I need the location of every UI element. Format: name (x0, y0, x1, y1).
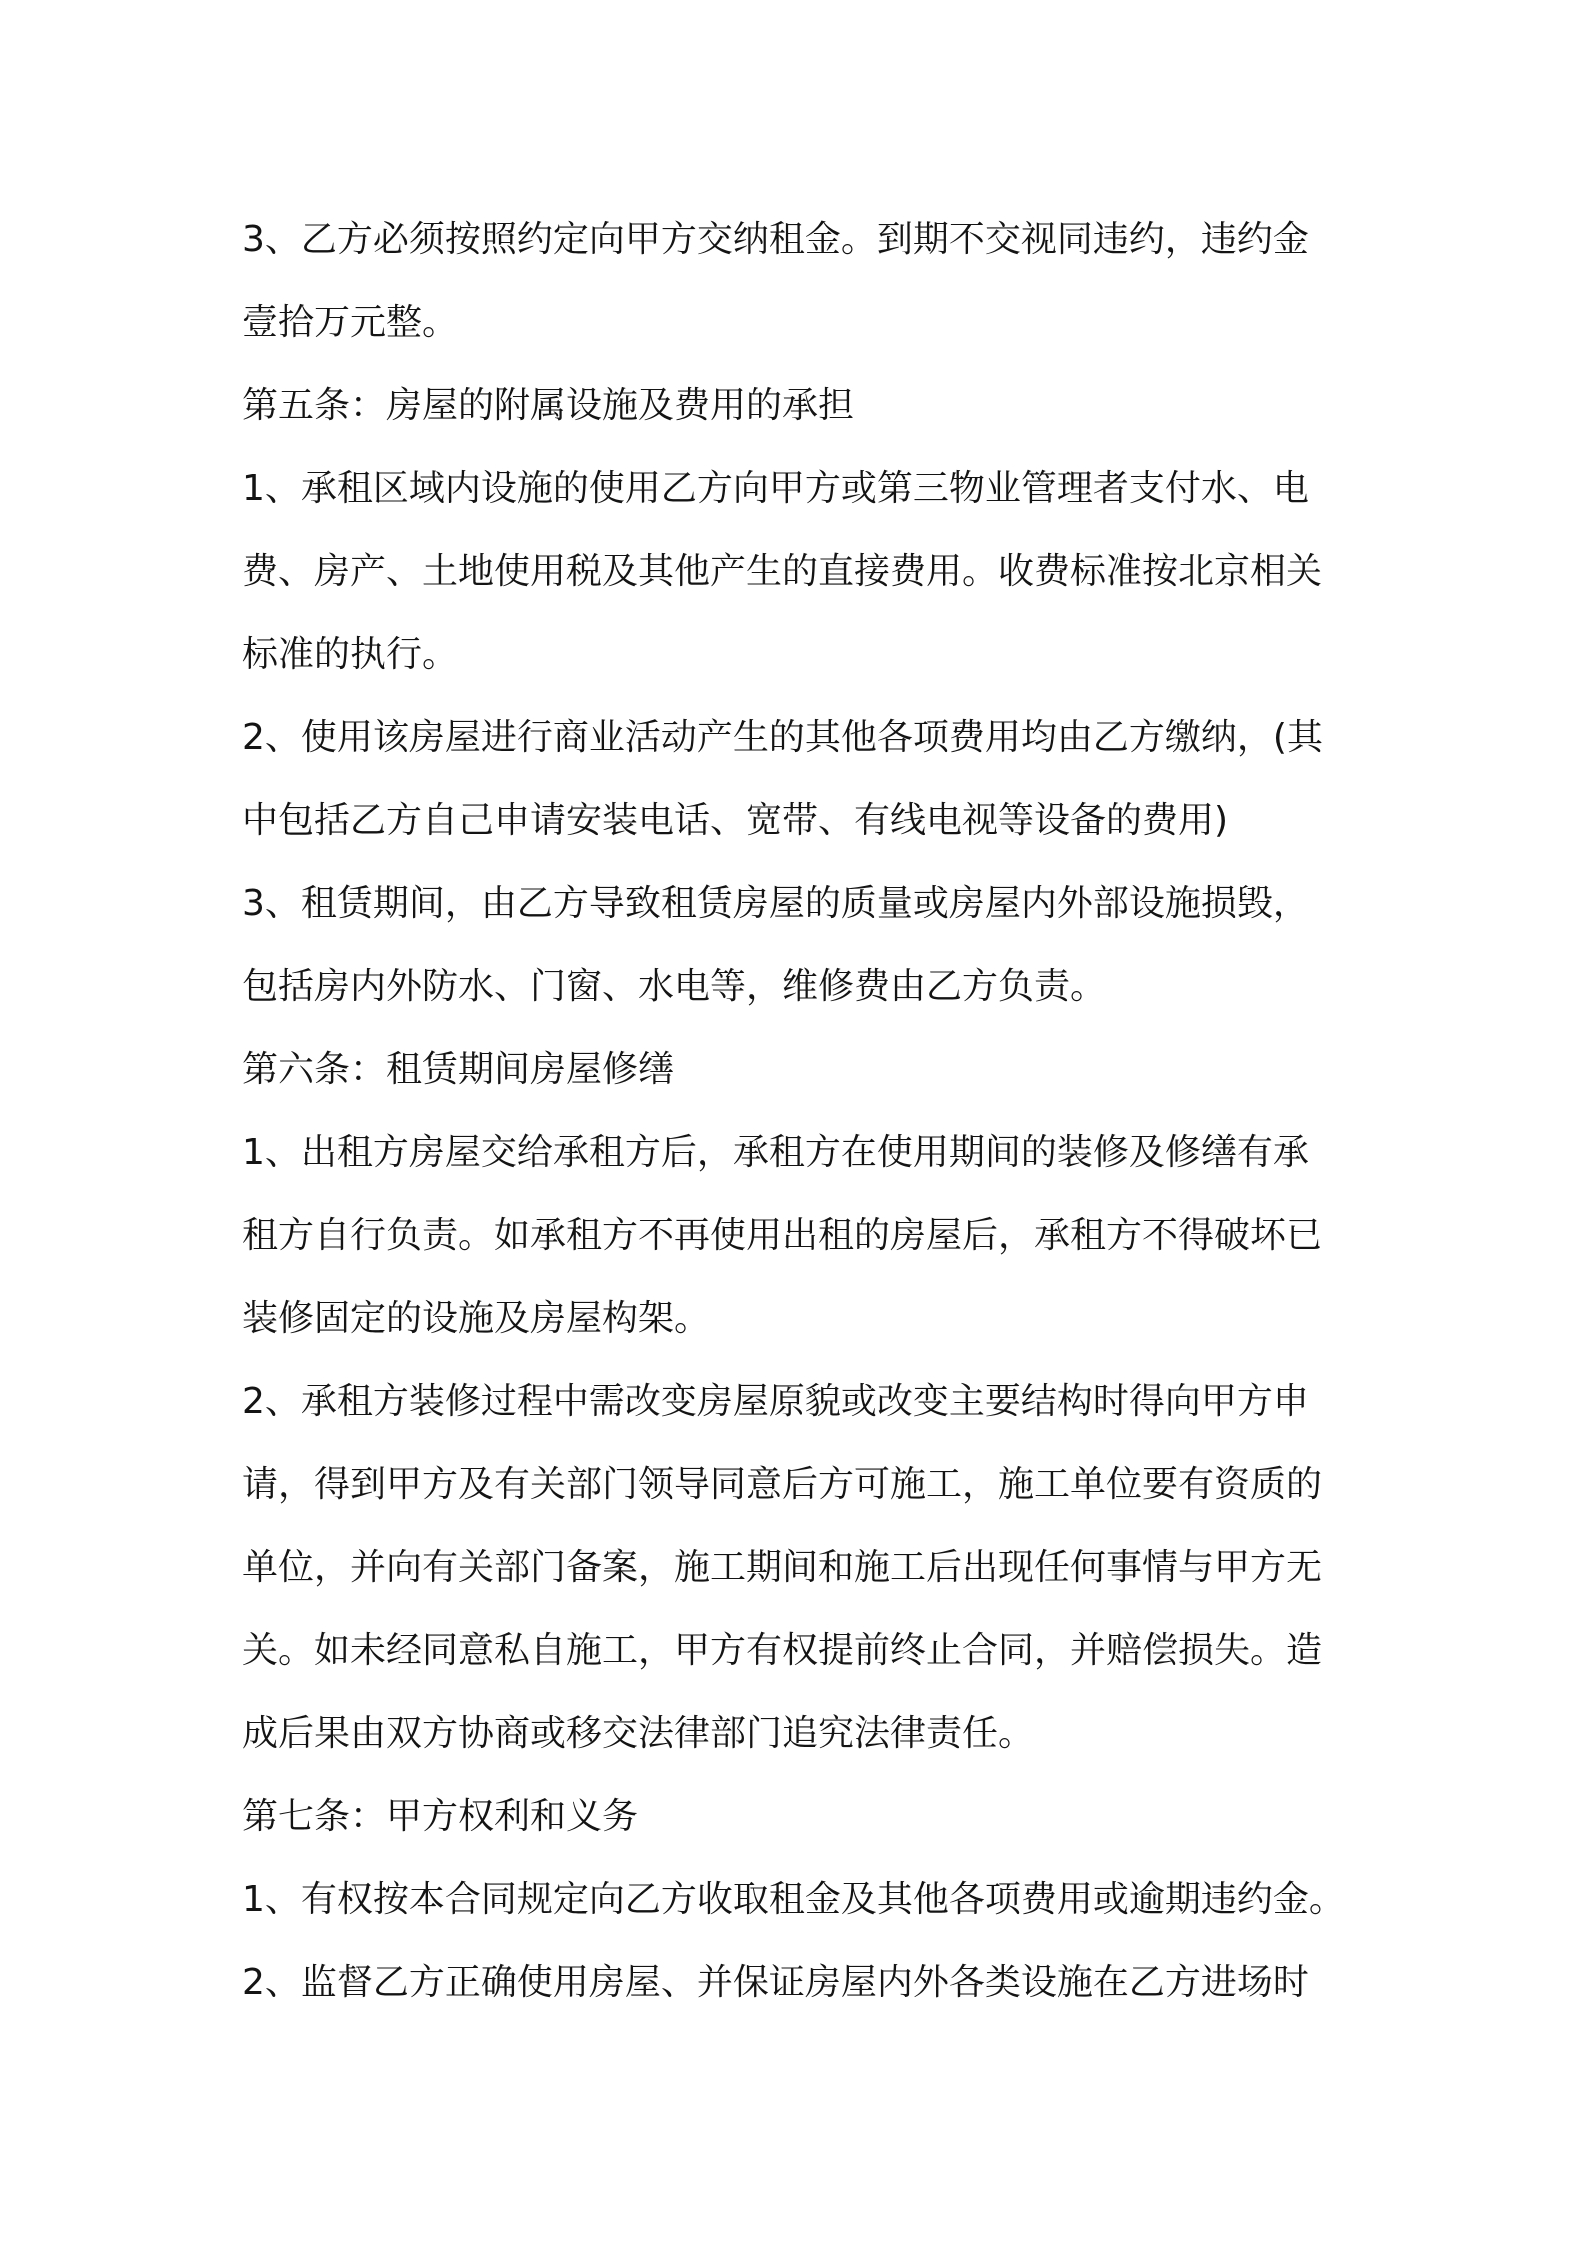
clause-6-item-1: 1、出租方房屋交给承租方后，承租方在使用期间的装修及修缮有承 租方自行负责。如承租方不再使用出租的房屋后，承租方不得破坏已 装修固定的设施及房屋构架。 (242, 1132, 1323, 1339)
article-7-heading: 第七条：甲方权利和义务 (242, 1796, 639, 1837)
clause-5-item-2: 2、使用该房屋进行商业活动产生的其他各项费用均由乙方缴纳，(其 中包括乙方自己申请安装电话、宽带、有线电视等设备的费用) (242, 717, 1323, 841)
clause-7-item-1: 1、有权按本合同规定向乙方收取租金及其他各项费用或逾期违约金。 (242, 1879, 1345, 1920)
article-6-heading: 第六条：租赁期间房屋修缮 (242, 1049, 675, 1090)
clause-7-item-2: 2、监督乙方正确使用房屋、并保证房屋内外各类设施在乙方进场时 (242, 1962, 1309, 2003)
clause-5-item-3: 3、租赁期间，由乙方导致租赁房屋的质量或房屋内外部设施损毁， 包括房内外防水、门窗、水电等，维修费由乙方负责。 (242, 883, 1309, 1007)
contract-body (242, 198, 1362, 2024)
clause-5-item-1: 1、承租区域内设施的使用乙方向甲方或第三物业管理者支付水、电 费、房产、土地使用税及其他产生的直接费用。收费标准按北京相关 标准的执行。 (242, 468, 1323, 675)
clause-6-item-2: 2、承租方装修过程中需改变房屋原貌或改变主要结构时得向甲方申 请，得到甲方及有关部门领导同意后方可施工，施工单位要有资质的 单位，并向有关部门备案，施工期间和施工后出现任何事情与甲方无 关。如未经同意私自施工，甲方有权提前终止合同，并赔偿损失。造 成后果由双方协商或移交法律部门追究法律责任。 (242, 1381, 1323, 1754)
clause-4-item-3: 3、乙方必须按照约定向甲方交纳租金。到期不交视同违约，违约金 壹拾万元整。 (242, 219, 1309, 343)
article-5-heading: 第五条：房屋的附属设施及费用的承担 (242, 385, 855, 426)
